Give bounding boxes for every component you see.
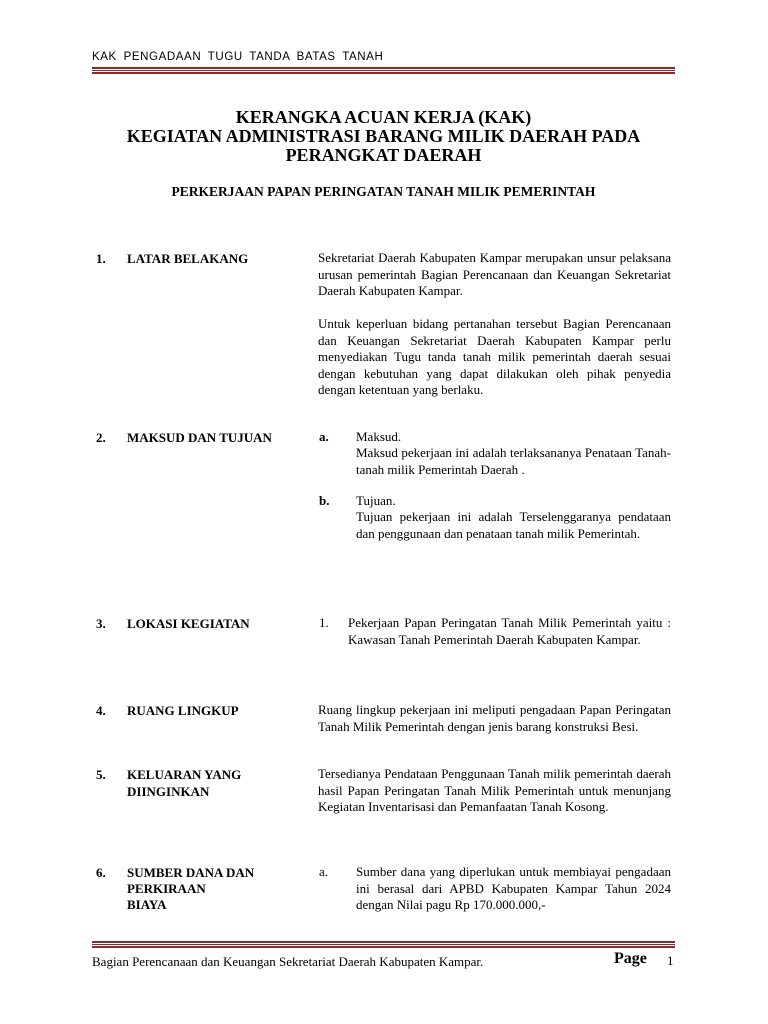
header-rule: [92, 67, 675, 74]
footer-page-label: Page: [614, 950, 647, 967]
section-4-number: 4.: [96, 703, 106, 718]
section-6-label-line-3: BIAYA: [127, 897, 167, 912]
section-4-text: Ruang lingkup pekerjaan ini meliputi pengadaan Papan Peringatan Tanah Milik Pemerintah dengan jenis barang konstruksi Besi.: [318, 702, 671, 734]
section-2-item-b-marker: b.: [319, 493, 330, 508]
document-subtitle: PERKERJAAN PAPAN PERINGATAN TANAH MILIK PEMERINTAH: [171, 184, 596, 199]
section-1-label: LATAR BELAKANG: [127, 251, 249, 266]
section-6-label-line-1: SUMBER DANA DAN: [127, 865, 255, 880]
section-5-number: 5.: [96, 767, 106, 782]
section-3-text: Pekerjaan Papan Peringatan Tanah Milik Pemerintah yaitu : Kawasan Tanah Pemerintah Daerah Kabupaten Kampar.: [348, 615, 671, 647]
footer-page-number: 1: [667, 953, 674, 968]
running-header: KAK PENGADAAN TUGU TANDA BATAS TANAH: [92, 51, 384, 63]
section-5-label-line-2: DIINGINKAN: [127, 784, 210, 799]
section-1-number: 1.: [96, 251, 106, 266]
section-2-item-b-heading: Tujuan.: [356, 493, 396, 508]
section-3-label: LOKASI KEGIATAN: [127, 616, 250, 631]
section-5-text: Tersedianya Pendataan Penggunaan Tanah milik pemerintah daerah hasil Papan Peringatan Tanah Milik Pemerintah untuk menunjang Kegiatan Inventarisasi dan Pemanfaatan Tanah Kosong.: [318, 766, 671, 814]
document-title-line-2: KEGIATAN ADMINISTRASI BARANG MILIK DAERAH PADA: [126, 126, 641, 146]
section-2-item-a-text: Maksud pekerjaan ini adalah terlaksananya Penataan Tanah-tanah milik Pemerintah Daerah .: [356, 445, 671, 477]
section-2-item-a-marker: a.: [319, 429, 329, 444]
section-6-marker: a.: [319, 864, 329, 879]
section-2-item-b-text: Tujuan pekerjaan ini adalah Terselenggaranya pendataan dan penggunaan dan penataan tanah milik Pemerintah.: [356, 509, 671, 541]
section-3-number: 3.: [96, 616, 106, 631]
section-2-item-a-heading: Maksud.: [356, 429, 402, 444]
section-2-label: MAKSUD DAN TUJUAN: [127, 430, 272, 445]
section-1-paragraph-2: Untuk keperluan bidang pertanahan tersebut Bagian Perencanaan dan Keuangan Sekretariat Daerah Kabupaten Kampar perlu menyediakan Tugu tanda tanah milik pemerintah daerah sesuai dengan kebutuhan yang dapat dilakukan oleh pihak penyedia dengan ketentuan yang berlaku.: [318, 316, 671, 397]
section-2-number: 2.: [96, 430, 106, 445]
document-title-line-1: KERANGKA ACUAN KERJA (KAK): [235, 107, 532, 127]
footer-rule: [92, 941, 675, 948]
section-3-marker: 1.: [319, 615, 329, 630]
section-5-label-line-1: KELUARAN YANG: [127, 767, 242, 782]
section-1-paragraph-1: Sekretariat Daerah Kabupaten Kampar merupakan unsur pelaksana urusan pemerintah Bagian Perencanaan dan Keuangan Sekretariat Daerah Kabupaten Kampar.: [318, 250, 671, 298]
document-title-line-3: PERANGKAT DAERAH: [285, 145, 482, 165]
section-6-label-line-2: PERKIRAAN: [127, 881, 206, 896]
section-6-number: 6.: [96, 865, 106, 880]
footer-organization: Bagian Perencanaan dan Keuangan Sekretariat Daerah Kabupaten Kampar.: [92, 954, 484, 969]
section-6-text: Sumber dana yang diperlukan untuk membiayai pengadaan ini berasal dari APBD Kabupaten Kampar Tahun 2024 dengan Nilai pagu Rp 170.000.000,-: [356, 864, 671, 912]
section-4-label: RUANG LINGKUP: [127, 703, 239, 718]
